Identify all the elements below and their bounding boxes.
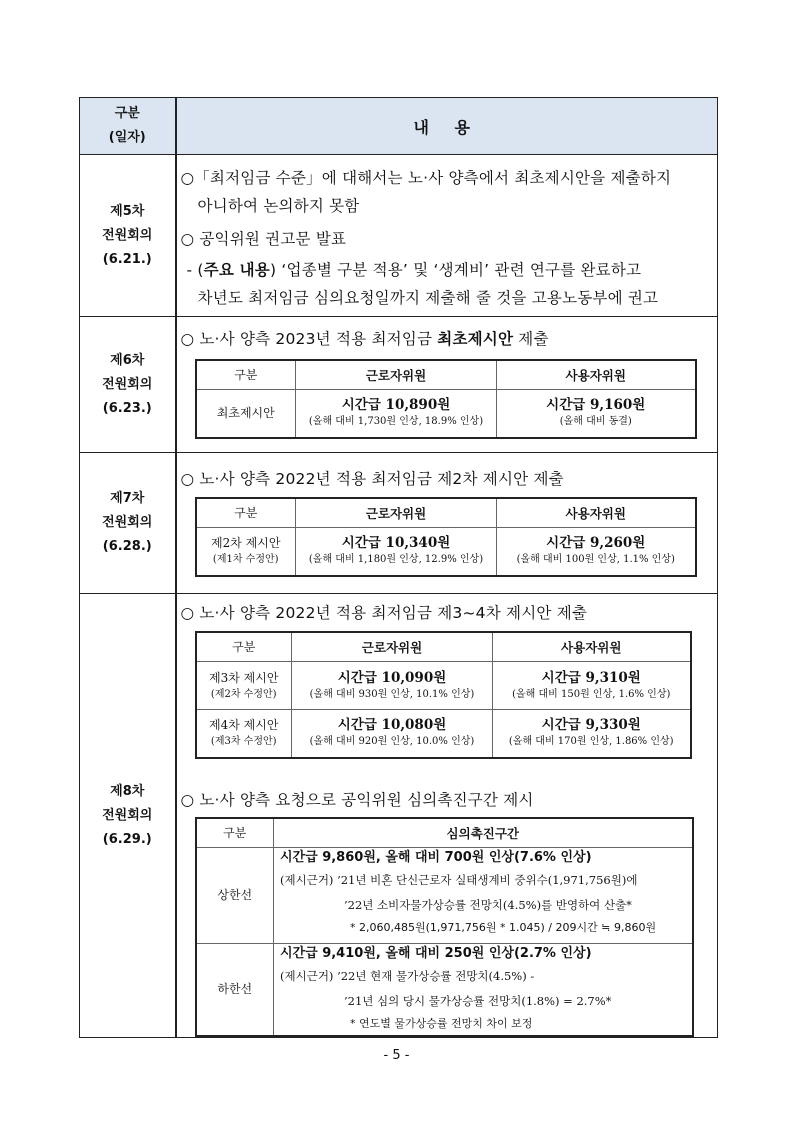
content-line: ○ 노·사 양측 요청으로 공익위원 심의촉진구간 제시 (180, 790, 534, 809)
meeting-number: 제6차 (110, 352, 145, 368)
proposal-label-cell (196, 662, 292, 710)
deliberation-range-subtable (195, 817, 694, 1038)
subtable-header-cell: 구분 (196, 360, 296, 390)
meeting-label-cell (80, 317, 176, 453)
proposal-label: 제4차 제시안 (209, 718, 279, 733)
content-line: ○ 공익위원 권고문 발표 (180, 230, 347, 248)
content-line (177, 325, 718, 353)
subtable-header-cell: 심의촉진구간 (274, 818, 693, 848)
table-row (80, 317, 718, 453)
subtable-header (196, 360, 696, 390)
meeting-label-cell (80, 155, 176, 317)
upper-limit-basis: (제시근거) ’21년 비혼 단신근로자 실태생계비 중위수(1,971,756원)에 (280, 872, 638, 887)
subtable-header-cell: 구분 (196, 818, 274, 848)
subtable-header-cell: 구분 (196, 632, 292, 662)
subtable-row (196, 390, 696, 438)
subtable-header-cell: 사용자위원 (497, 360, 696, 390)
lower-limit-note: * 연도별 물가상승률 전망치 차이 보정 (350, 1016, 533, 1030)
employer-proposal-cell (493, 662, 691, 710)
content-line (177, 256, 718, 284)
worker-proposal-cell (292, 662, 493, 710)
minimum-wage-table (79, 97, 718, 1038)
table-row (80, 155, 718, 317)
subtable-header-cell: 근로자위원 (296, 498, 497, 528)
header-category: 구분 (114, 106, 140, 121)
employer-wage: 시간급 9,160원 (546, 397, 646, 414)
lower-limit-cell (274, 943, 693, 1036)
upper-limit-note: * 2,060,485원(1,971,756원 * 1.045) / 209시간 ≒ 9,860원 (350, 920, 657, 934)
proposal-revision: (제2차 수정안) (210, 688, 277, 700)
lower-limit-label: 하한선 (196, 943, 274, 1036)
header-date: (일자) (108, 130, 146, 145)
worker-proposal-cell (296, 528, 497, 576)
text-segment: 제출 (513, 330, 549, 348)
text-segment: ) ‘업종별 구분 적용’ 및 ‘생계비’ 관련 연구를 완료하고 (269, 261, 642, 279)
employer-proposal-cell (497, 390, 696, 438)
upper-limit-label: 상한선 (196, 847, 274, 943)
employer-increase: (올해 대비 100원 인상, 1.1% 인상) (516, 554, 675, 566)
subtable-header (196, 632, 691, 662)
subtable-row (196, 662, 691, 710)
upper-limit-cell (274, 847, 693, 943)
proposal-label-cell (196, 528, 296, 576)
subtable-header-cell: 사용자위원 (497, 498, 696, 528)
meeting-number: 제5차 (110, 203, 145, 219)
worker-wage: 시간급 10,090원 (337, 669, 447, 686)
subtable-row (196, 847, 693, 943)
employer-wage: 시간급 9,310원 (541, 669, 641, 686)
worker-increase: (올해 대비 920원 인상, 10.0% 인상) (309, 736, 475, 748)
meeting-date: 전원회의(6.28.) (102, 515, 153, 554)
meeting-label-cell (80, 594, 176, 1038)
worker-proposal-cell (296, 390, 497, 438)
proposal-label: 제3차 제시안 (209, 670, 279, 685)
employer-proposal-cell (497, 528, 696, 576)
worker-increase: (올해 대비 930원 인상, 10.1% 인상) (309, 688, 475, 700)
lower-limit-wage: 시간급 9,410원, 올해 대비 250원 인상(2.7% 인상) (280, 945, 592, 961)
proposal-subtable (195, 631, 692, 759)
table-header-row (80, 98, 718, 155)
proposal-subtable (195, 497, 697, 577)
subtable-header-cell: 구분 (196, 498, 296, 528)
meeting-content-cell (176, 317, 718, 453)
upper-limit-basis: ’22년 소비자물가상승률 전망치(4.5%)를 반영하여 산출* (344, 897, 632, 912)
proposal-label-cell (196, 710, 292, 758)
header-content: 내 용 (176, 98, 718, 155)
bold-segment: 최초제시안 (437, 330, 514, 348)
subtable-header-cell: 근로자위원 (296, 360, 497, 390)
employer-increase: (올해 대비 동결) (559, 416, 632, 428)
meeting-label-cell (80, 453, 176, 594)
meeting-number: 제7차 (110, 491, 145, 506)
proposal-subtable (195, 359, 697, 439)
employer-wage: 시간급 9,330원 (541, 717, 641, 734)
employer-increase: (올해 대비 150원 인상, 1.6% 인상) (512, 688, 671, 700)
proposal-revision: (제1차 수정안) (212, 554, 279, 566)
proposal-label: 제2차 제시안 (211, 536, 281, 551)
meeting-date: 전원회의(6.21.) (102, 227, 153, 267)
subtable-header-cell: 사용자위원 (493, 632, 691, 662)
content-line: ○「최저임금 수준」에 대해서는 노·사 양측에서 최초제시안을 제출하지 (180, 169, 672, 187)
table-row (80, 594, 718, 1038)
meeting-content-cell (176, 594, 718, 1038)
meeting-date: 전원회의(6.23.) (102, 376, 153, 416)
bold-segment: 주요 내용 (203, 261, 270, 279)
lower-limit-basis: ’21년 심의 당시 물가상승률 전망치(1.8%) = 2.7%* (344, 993, 612, 1008)
subtable-header-cell: 근로자위원 (292, 632, 493, 662)
content-line: 아니하여 논의하지 못함 (197, 197, 360, 215)
page-number: - 5 - (383, 1048, 410, 1063)
content-line: ○ 노·사 양측 2022년 적용 최저임금 제2차 제시안 제출 (180, 470, 564, 488)
lower-limit-basis: (제시근거) ’22년 현재 물가상승률 전망치(4.5%) - (280, 968, 535, 983)
meeting-date: 전원회의(6.29.) (102, 807, 153, 847)
meeting-content-cell (176, 155, 718, 317)
worker-increase: (올해 대비 1,180원 인상, 12.9% 인상) (308, 554, 484, 566)
employer-proposal-cell (493, 710, 691, 758)
proposal-revision: (제3차 수정안) (210, 736, 277, 748)
subtable-row (196, 528, 696, 576)
proposal-label: 최초제시안 (196, 390, 296, 438)
upper-limit-wage: 시간급 9,860원, 올해 대비 700원 인상(7.6% 인상) (280, 849, 592, 865)
subtable-row (196, 943, 693, 1036)
employer-increase: (올해 대비 170원 인상, 1.86% 인상) (508, 736, 674, 748)
worker-increase: (올해 대비 1,730원 인상, 18.9% 인상) (308, 416, 484, 428)
subtable-header (196, 818, 693, 848)
text-segment: ○ 노·사 양측 2023년 적용 최저임금 (180, 330, 438, 348)
worker-wage: 시간급 10,340원 (341, 535, 451, 552)
content-line: ○ 노·사 양측 2022년 적용 최저임금 제3~4차 제시안 제출 (180, 604, 588, 622)
subtable-row (196, 710, 691, 758)
employer-wage: 시간급 9,260원 (546, 535, 646, 552)
worker-wage: 시간급 10,080원 (337, 717, 447, 734)
table-row (80, 453, 718, 594)
content-line: 차년도 최저임금 심의요청일까지 제출해 줄 것을 고용노동부에 권고 (197, 289, 659, 307)
header-category-cell (80, 98, 176, 155)
worker-proposal-cell (292, 710, 493, 758)
meeting-number: 제8차 (110, 783, 145, 799)
meeting-content-cell (176, 453, 718, 594)
subtable-header (196, 498, 696, 528)
text-segment: - ( (186, 261, 204, 279)
worker-wage: 시간급 10,890원 (341, 397, 451, 414)
